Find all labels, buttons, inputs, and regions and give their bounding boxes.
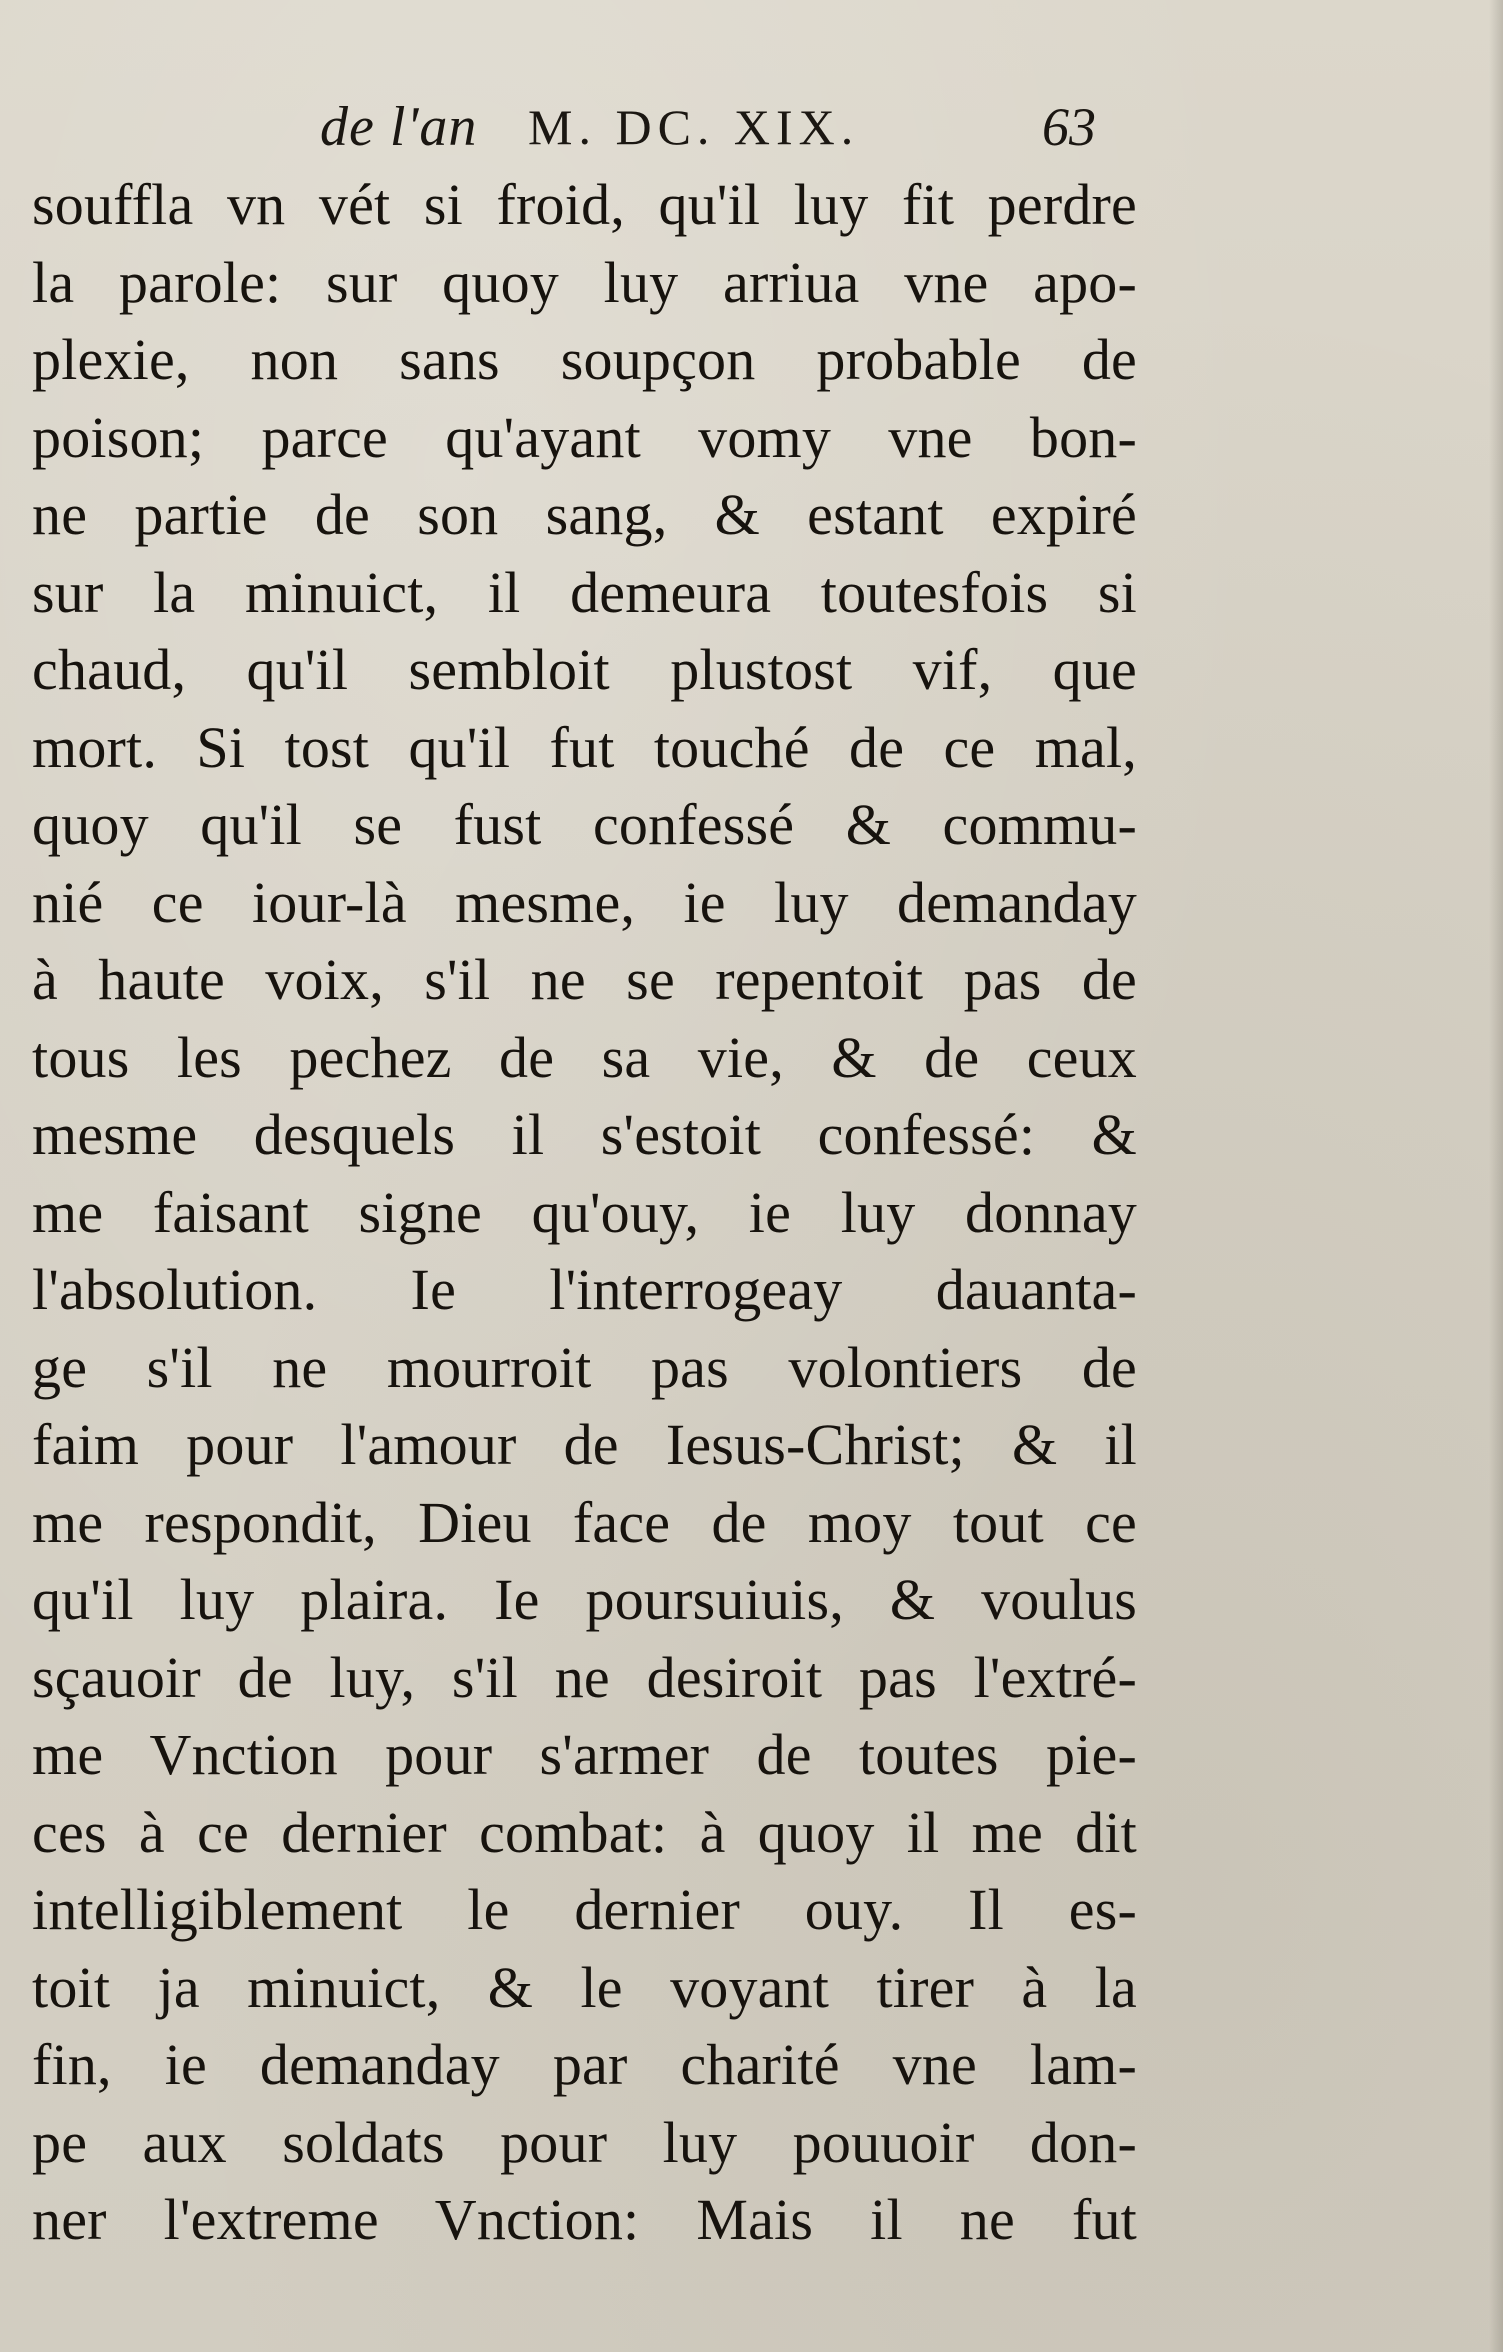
text-line: à haute voix, s'il ne se repentoit pas de (32, 947, 1137, 1012)
text-line: ge s'il ne mourroit pas volontiers de (32, 1334, 1137, 1400)
text-line: l'absolution. Ie l'interrogeay dauanta- (32, 1257, 1137, 1322)
text-line: toit ja minuict, & le voyant tirer à la (32, 1954, 1137, 2020)
text-line: plexie, non sans soupçon probable de (32, 327, 1137, 392)
text-line: souffla vn vét si froid, qu'il luy fit perdre (32, 172, 1137, 237)
running-head (320, 92, 1120, 162)
text-line: sur la minuict, il demeura toutesfois si (32, 559, 1137, 625)
page-number: 63 (1042, 97, 1096, 157)
text-line: la parole: sur quoy luy arriua vne apo- (32, 249, 1137, 315)
text-line: sçauoir de luy, s'il ne desiroit pas l'extré- (32, 1644, 1137, 1710)
page-edge-shadow (1489, 0, 1503, 2352)
running-head-text: de l'an (320, 96, 478, 158)
text-line: chaud, qu'il sembloit plustost vif, que (32, 637, 1137, 702)
text-line: intelligiblement le dernier ouy. Il es- (32, 1877, 1137, 1942)
text-line: faim pour l'amour de Iesus-Christ; & il (32, 1412, 1137, 1477)
running-head-year: M. DC. XIX. (528, 99, 860, 155)
text-line: tous les pechez de sa vie, & de ceux (32, 1024, 1137, 1090)
text-line: mort. Si tost qu'il fut touché de ce mal, (32, 714, 1137, 780)
text-line: me Vnction pour s'armer de toutes pie- (32, 1722, 1137, 1787)
text-line: poison; parce qu'ayant vomy vne bon- (32, 404, 1137, 470)
text-line: quoy qu'il se fust confessé & commu- (32, 792, 1137, 857)
text-line: ner l'extreme Vnction: Mais il ne fut (32, 2187, 1137, 2252)
text-line: ces à ce dernier combat: à quoy il me dit (32, 1799, 1137, 1865)
text-line: mesme desquels il s'estoit confessé: & (32, 1102, 1137, 1167)
text-line: me faisant signe qu'ouy, ie luy donnay (32, 1179, 1137, 1245)
text-line: me respondit, Dieu face de moy tout ce (32, 1489, 1137, 1555)
text-line: nié ce iour-là mesme, ie luy demanday (32, 869, 1137, 935)
text-line: fin, ie demanday par charité vne lam- (32, 2032, 1137, 2097)
text-line: qu'il luy plaira. Ie poursuiuis, & voulus (32, 1567, 1137, 1632)
text-line: ne partie de son sang, & estant expiré (32, 482, 1137, 547)
body-text (32, 166, 1137, 2259)
text-line: pe aux soldats pour luy pouuoir don- (32, 2109, 1137, 2175)
